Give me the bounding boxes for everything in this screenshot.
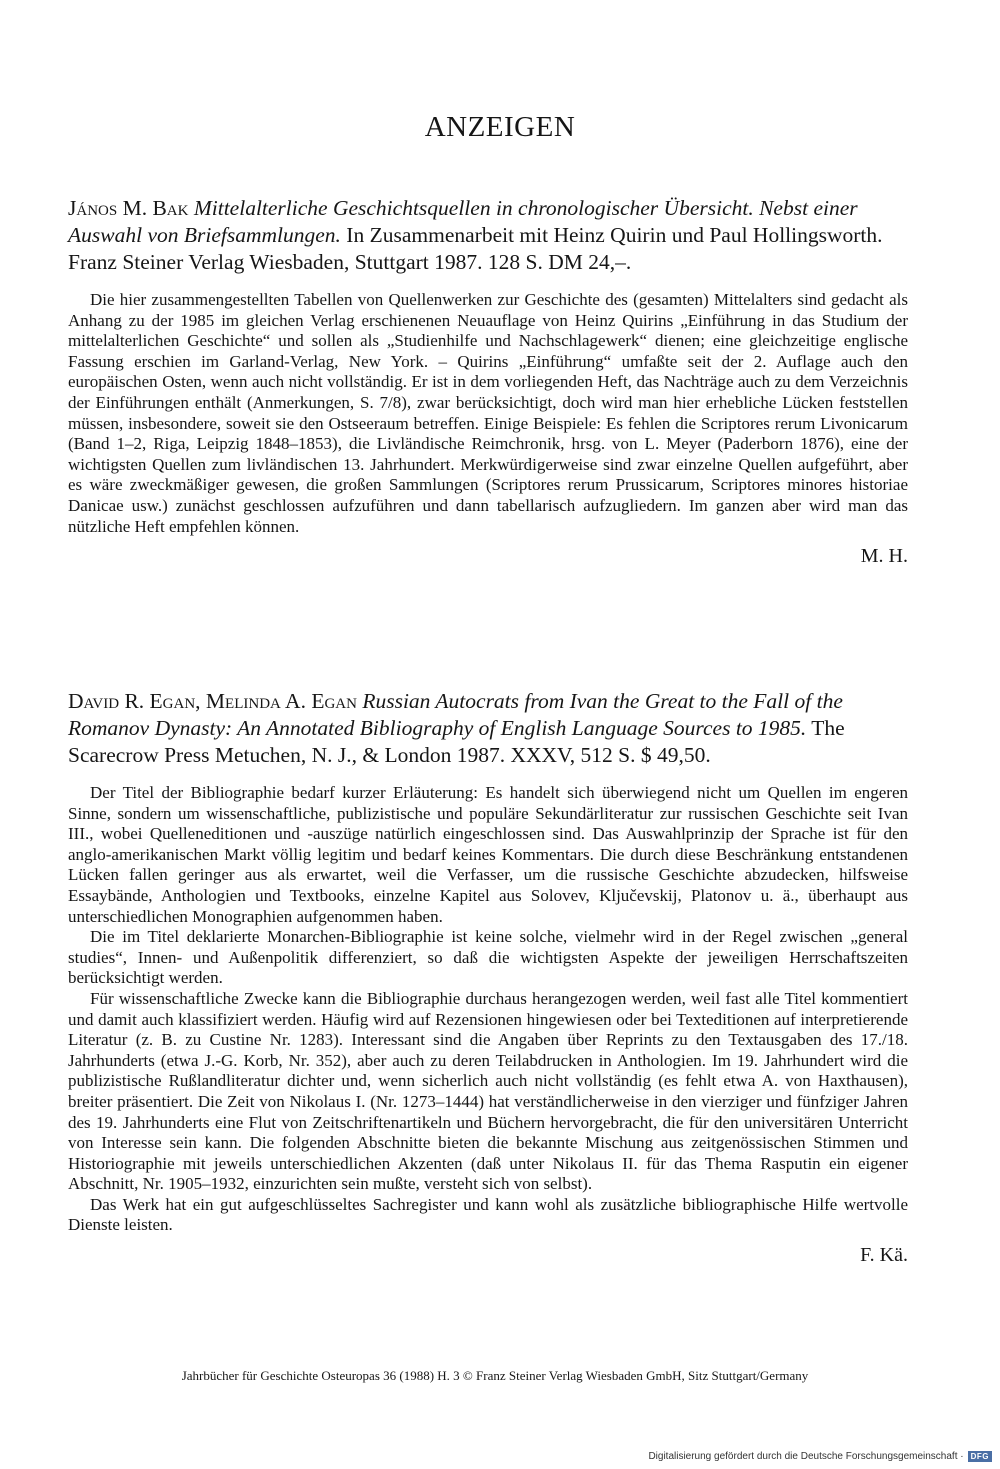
- review-publication: In Zusammenarbeit mit Heinz Quirin und Paul Hollingsworth. Franz Steiner Verlag Wiesbaden, Stuttgart 1987. 128 S. DM 24,–.: [68, 223, 883, 274]
- review-book-title: Mittelalterliche Geschichtsquellen in chronologischer Übersicht. Nebst einer Auswahl von Briefsammlungen.: [68, 196, 858, 247]
- review-paragraph: Das Werk hat ein gut aufgeschlüsseltes Sachregister und kann wohl als zusätzliche bibliographische Hilfe wertvolle Dienste leisten.: [68, 1194, 908, 1235]
- review-citation: [68, 195, 908, 276]
- digitization-text: Digitalisierung gefördert durch die Deutsche Forschungsgemeinschaft ·: [648, 1451, 964, 1462]
- review-paragraph: Die hier zusammengestellten Tabellen von Quellenwerken zur Geschichte des (gesamten) Mittelalters sind gedacht als Anhang zu der 1985 im gleichen Verlag erschienenen Neuauflage von Heinz Quirins „Einführung in das Studium der mittelalterlichen Geschichte“ und sollen als „Studienhilfe und Nachschlagewerk“ dienen; eine gleichzeitige englische Fassung erschien im Garland-Verlag, New York. – Quirins „Einführung“ umfaßte seit der 2. Auflage auch den europäischen Osten, wenn auch nicht vollständig. Er ist in dem vorliegenden Heft, das Nachträge auch zu dem Verzeichnis der Einführungen enthält (Anmerkungen, S. 7/8), zwar berücksichtigt, doch wird man hier erhebliche Lücken feststellen müssen, insbesondere, soweit sie den Ostseeraum betreffen. Einige Beispiele: Es fehlen die Scriptores rerum Livonicarum (Band 1–2, Riga, Leipzig 1848–1853), die Livländische Reimchronik, hrsg. von L. Meyer (Paderborn 1876), eine der wichtigsten Quellen zum livländischen 13. Jahrhundert. Merkwürdigerweise sind zwar einzelne Quellen aufgeführt, aber es wäre zweckmäßiger gewesen, die großen Sammlungen (Scriptores rerum Prussicarum, Scriptores minores historiae Danicae usw.) zunächst geschlossen aufzuführen und dann tabellarisch aufzugliedern. Im ganzen aber wird man das nützliche Heft empfehlen können.: [68, 290, 908, 536]
- digitization-notice: [648, 1451, 992, 1462]
- review-signature: M. H.: [860, 545, 908, 568]
- review-publication: The Scarecrow Press Metuchen, N. J., & London 1987. XXXV, 512 S. $ 49,50.: [68, 716, 845, 767]
- dfg-logo: DFG: [968, 1451, 992, 1462]
- page-title: ANZEIGEN: [424, 111, 576, 143]
- review-citation: [68, 688, 908, 769]
- review-body: [68, 290, 908, 537]
- review-egan: [68, 688, 908, 1267]
- review-paragraph: Der Titel der Bibliographie bedarf kurzer Erläuterung: Es handelt sich überwiegend nicht um Quellen im engeren Sinne, sondern um wissenschaftliche, publizistische und populäre Sekundärliteratur zur russischen Geschichte seit Ivan III., wobei Quelleneditionen und -auszüge natürlich eingeschlossen sind. Das Auswahlprinzip der Sprache ist für den anglo-amerikanischen Markt völlig legitim und bedarf keines Kommentars. Die durch diese Beschränkung entstandenen Lücken fallen geringer aus als erwartet, weil die Verfasser, um die russische Geschichte abzudecken, hilfsweise Essaybände, Anthologien und Textbooks, einzelne Kapitel aus Solovev, Ključevskij, Platonov u. ä., überhaupt aus unterschiedlichen Monographien aufgenommen haben.: [68, 783, 908, 926]
- review-bak: [68, 195, 908, 568]
- review-signature: F. Kä.: [860, 1244, 908, 1267]
- review-body: [68, 783, 908, 1236]
- review-paragraph: Für wissenschaftliche Zwecke kann die Bibliographie durchaus herangezogen werden, weil fast alle Titel kommentiert und damit auch klassifiziert werden. Häufig wird auf Rezensionen hingewiesen oder bei Texteditionen auf interpretierende Literatur (z. B. zu Custine Nr. 1283). Interessant sind die Angaben über Reprints zu den Textausgaben des 17./18. Jahrhunderts (etwa J.-G. Korb, Nr. 352), aber auch zu deren Teilabdrucken in Anthologien. Im 19. Jahrhundert wird die publizistische Rußlandliteratur dichter und, wenn sicherlich auch nicht vollständig (es fehlt etwa A. von Haxthausen), breiter präsentiert. Die Zeit von Nikolaus I. (Nr. 1273–1444) hat verständlicherweise in den vierziger und fünfziger Jahren des 19. Jahrhunderts eine Flut von Zeitschriftenartikeln und Büchern hervorgebracht, die für den universitären Unterricht von Interesse sein kann. Die folgenden Abschnitte bieten die bekannte Mischung aus zeitgenössischen Stimmen und Historiographie mit jeweils unterschiedlichen Akzenten (daß unter Nikolaus II. für das Thema Rasputin ein eigener Abschnitt, Nr. 1905–1932, einzurichten sein mußte, versteht sich von selbst).: [68, 988, 908, 1194]
- review-authors: János M. Bak: [68, 196, 189, 220]
- review-authors: David R. Egan, Melinda A. Egan: [68, 689, 357, 713]
- review-paragraph: Die im Titel deklarierte Monarchen-Bibliographie ist keine solche, vielmehr wird in der Regel zwischen „general studies“, Innen- und Außenpolitik differenziert, so daß die wichtigsten Aspekte der jeweiligen Herrschaftszeiten berücksichtigt werden.: [68, 927, 908, 988]
- journal-footer: Jahrbücher für Geschichte Osteuropas 36 (1988) H. 3 © Franz Steiner Verlag Wiesbaden GmbH, Sitz Stuttgart/Germany: [181, 1368, 809, 1383]
- review-book-title: Russian Autocrats from Ivan the Great to the Fall of the Romanov Dynasty: An Annotated Bibliography of English Language Sources to 1985.: [68, 689, 843, 740]
